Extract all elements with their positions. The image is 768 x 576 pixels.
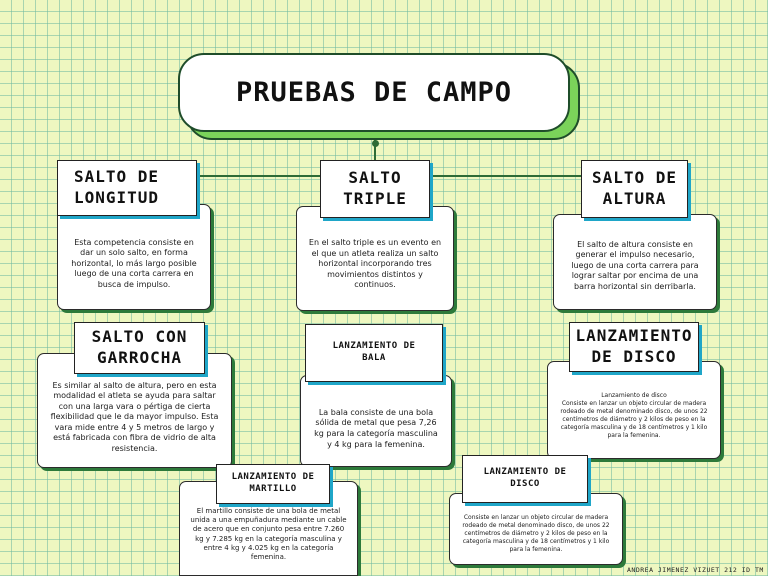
salto-triple-card (296, 206, 454, 311)
lanzamiento-martillo-text: El martillo consiste de una bola de metal unida a una empuñadura mediante un cable de acero que en conjunto pesa entre 7.260 kg y 7.285 kg en la categoría masculina y entre 4 kg y 4.025 kg en la categoría femenina. (190, 506, 347, 561)
salto-triple-heading: SALTO TRIPLE (320, 160, 430, 218)
salto-longitud-card (57, 204, 211, 310)
salto-longitud-heading: SALTO DE LONGITUD (57, 160, 197, 216)
salto-garrocha-heading: SALTO CON GARROCHA (74, 322, 205, 374)
salto-altura-card (553, 214, 717, 310)
lanzamiento-bala-card (300, 375, 452, 467)
author-credit: ANDREA JIMENEZ VIZUET 212 ID TM (627, 566, 764, 574)
lanzamiento-disco-right-heading: LANZAMIENTO DE DISCO (569, 322, 699, 372)
page-title: PRUEBAS DE CAMPO (178, 53, 570, 132)
lanzamiento-disco-right-card (547, 361, 721, 459)
salto-garrocha-text: Es similar al salto de altura, pero en esta modalidad el atleta se ayuda para saltar con una larga vara o pértiga de cierta flexibilidad que le da mayor impulso. Esta vara mide entre 4 y 5 metros de largo y está fabricada con fibra de vidrio de alta resistencia. (50, 380, 219, 453)
salto-longitud-text: Esta competencia consiste en dar un solo salto, en forma horizontal, lo más largo posible luego de una corta carrera en busca de impulso. (71, 237, 197, 289)
lanzamiento-bala-text: La bala consiste de una bola sólida de metal que pesa 7,26 kg para la categoría masculina y 4 kg para la femenina. (314, 407, 438, 449)
connector-dot (372, 140, 379, 147)
lanzamiento-bala-heading: LANZAMIENTO DE BALA (305, 324, 443, 382)
lanzamiento-disco-bottom-card (449, 493, 623, 565)
salto-altura-text: El salto de altura consiste en generar el impulso necesario, luego de una corta carrera para lograr saltar por encima de una barra horizontal sin derribarla. (571, 239, 699, 291)
lanzamiento-martillo-heading: LANZAMIENTO DE MARTILLO (216, 464, 330, 504)
salto-triple-text: En el salto triple es un evento en el que un atleta realiza un salto horizontal incorporando tres movimientos distintos y continuos. (308, 238, 442, 290)
lanzamiento-disco-right-text: Lanzamiento de disco Consiste en lanzar un objeto circular de madera rodeado de metal denominado disco, de unos 22 centímetros de diámetro y 2 kilos de peso en la categoría masculina y de 18 centímetros y 1 kilo para la femenina. (560, 392, 708, 439)
lanzamiento-disco-bottom-text: Consiste en lanzar un objeto circular de madera rodeado de metal denominado disco, de unos 22 centímetros de diámetro y 2 kilos de peso en la categoría masculina y de 18 centímetros y 1 kilo para la femenina. (462, 514, 610, 553)
salto-altura-heading: SALTO DE ALTURA (581, 160, 688, 218)
lanzamiento-disco-bottom-heading: LANZAMIENTO DE DISCO (462, 455, 588, 503)
